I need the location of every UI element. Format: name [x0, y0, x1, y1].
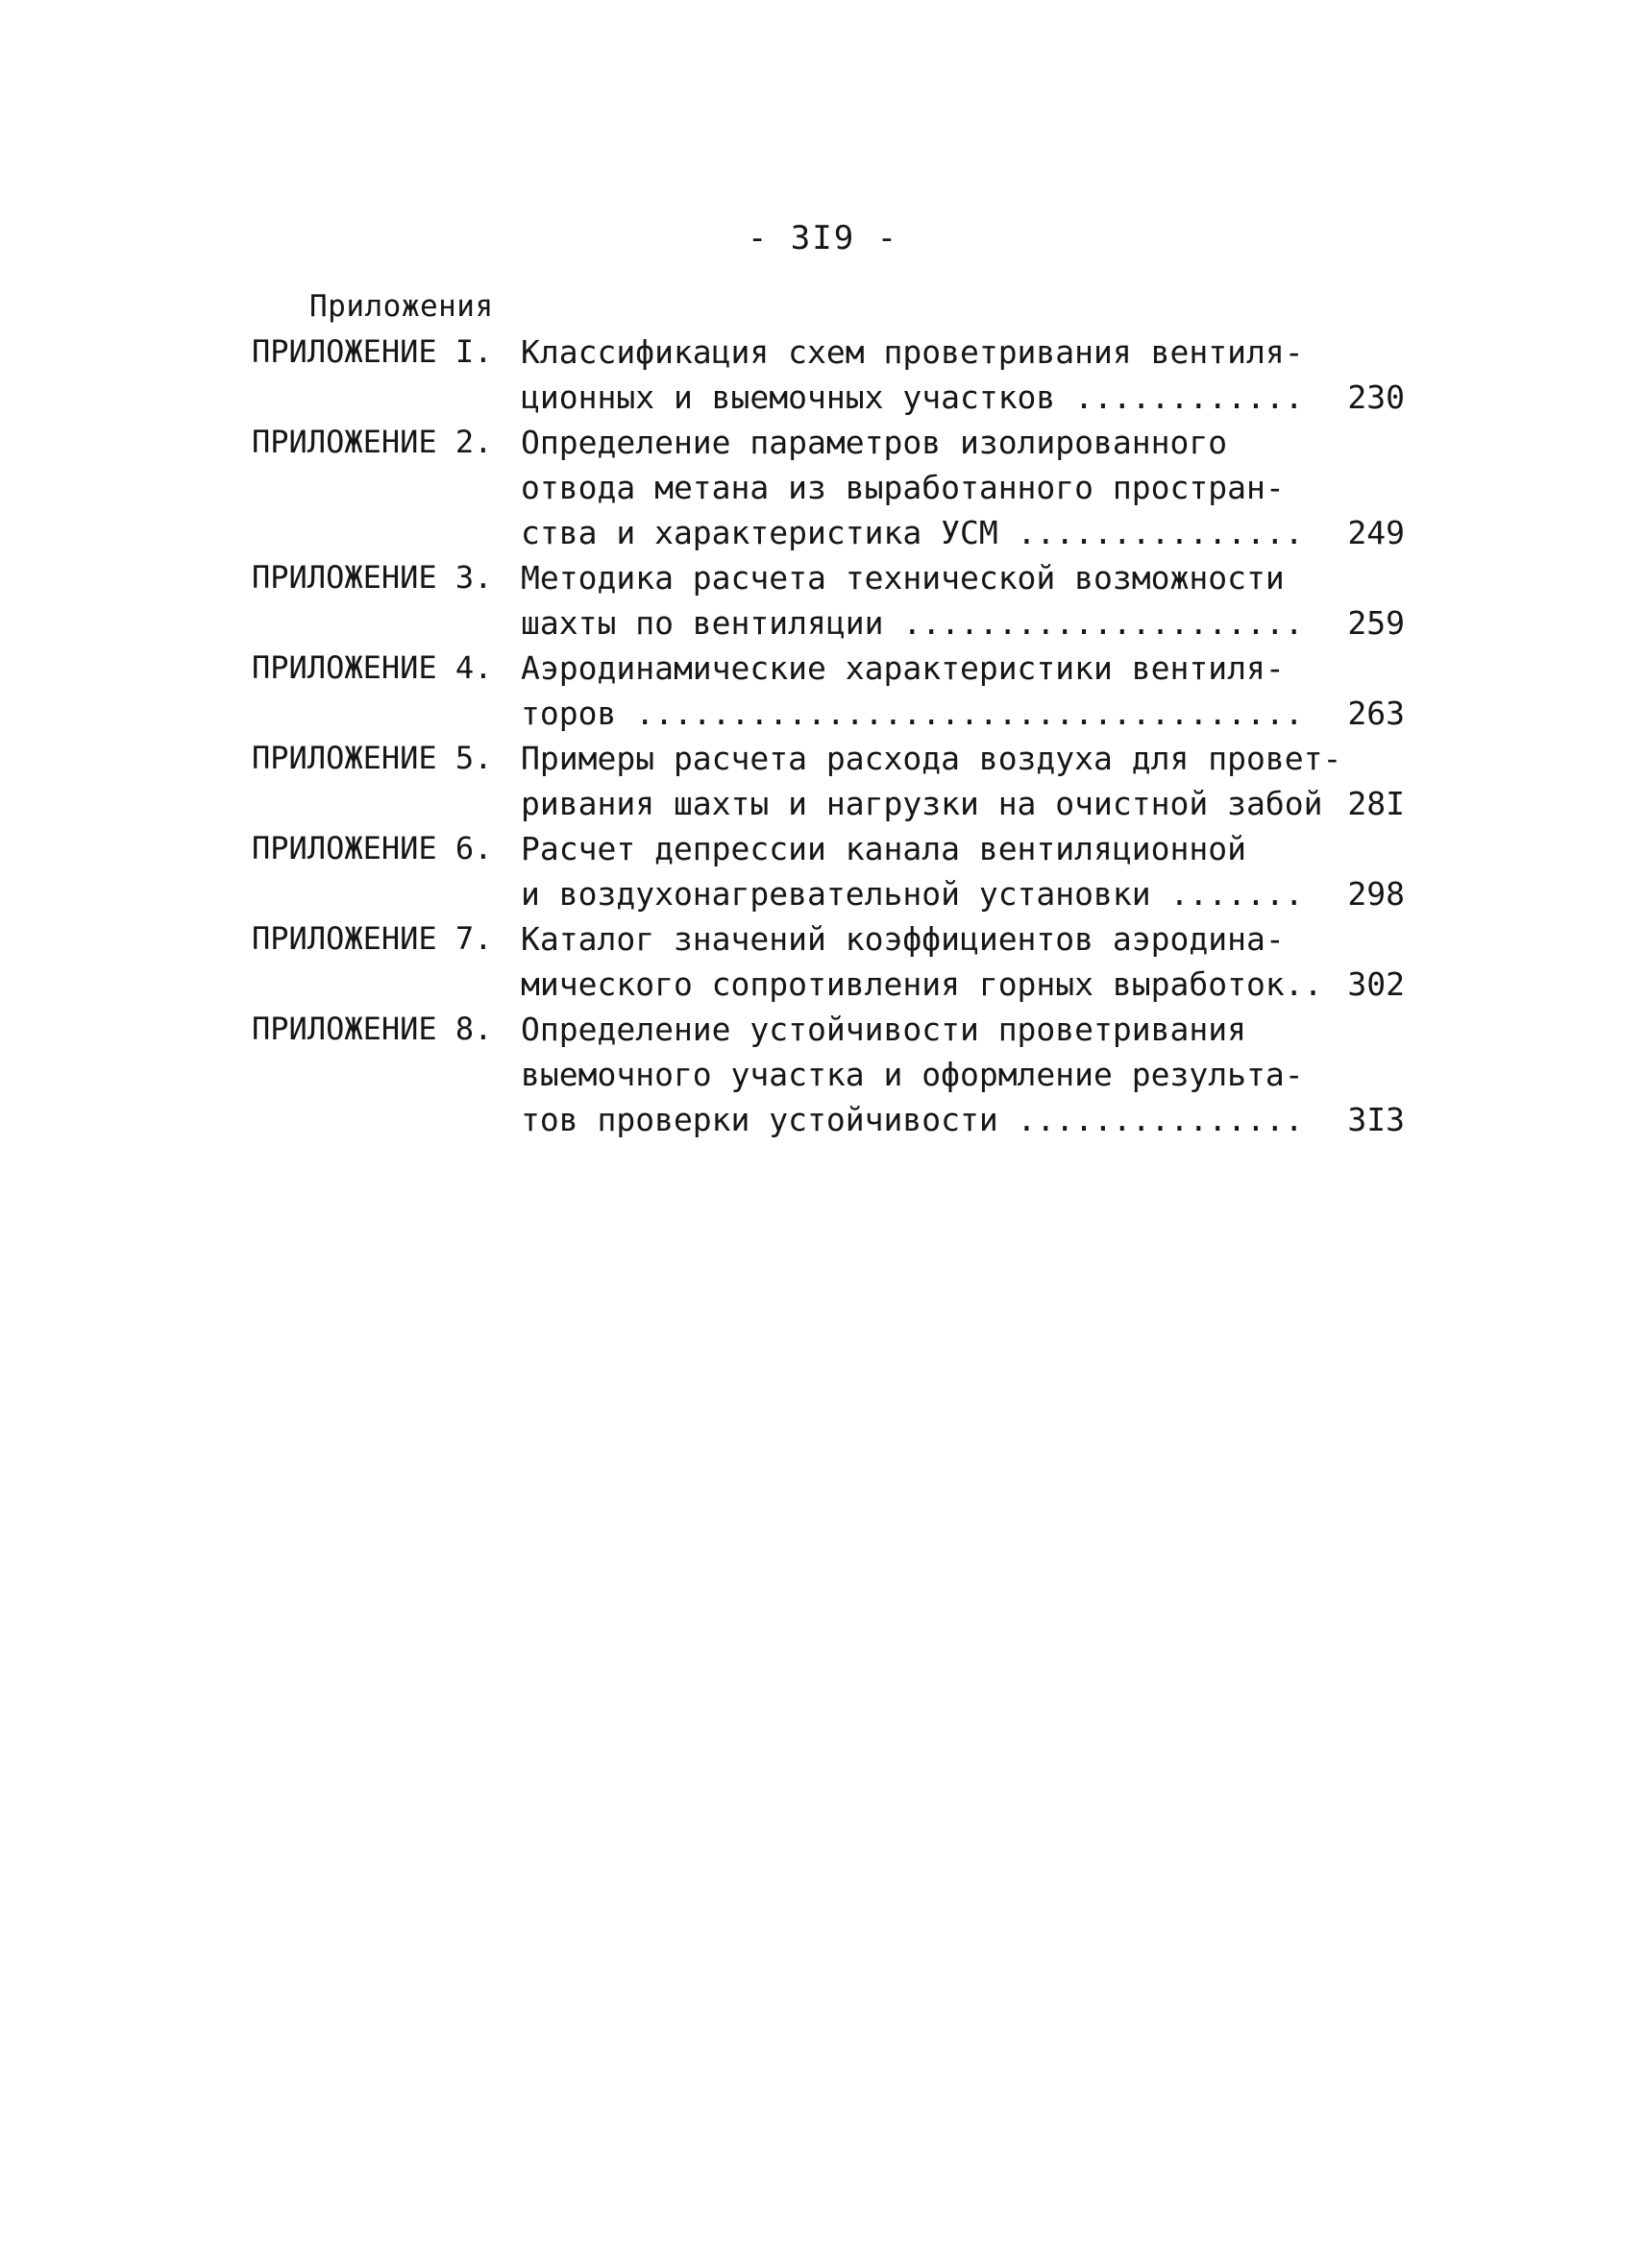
page-reference: 28I [1347, 785, 1405, 822]
toc-entry [252, 736, 1405, 826]
toc-entry [252, 646, 1405, 736]
appendix-title-line: торов ................................... [521, 695, 1304, 732]
appendix-label: ПРИЛОЖЕНИЕ 7. [252, 920, 493, 957]
toc-line [252, 736, 1405, 781]
toc-line [252, 600, 1405, 646]
appendix-title-line: и воздухонагревательной установки ....... [521, 875, 1304, 913]
page-reference: 3I3 [1347, 1101, 1405, 1138]
page-reference: 259 [1347, 604, 1405, 642]
appendix-title-line: Классификация схем проветривания вентиля- [521, 333, 1304, 371]
page-reference: 298 [1347, 875, 1405, 913]
appendix-title-line: ционных и выемочных участков ............ [521, 378, 1304, 416]
appendix-title-line: Примеры расчета расхода воздуха для провет- [521, 740, 1342, 777]
toc-line [252, 1097, 1405, 1142]
appendix-title-line: ривания шахты и нагрузки на очистной забой [521, 785, 1323, 822]
appendix-title-line: Расчет депрессии канала вентиляционной [521, 830, 1246, 867]
toc-line [252, 871, 1405, 916]
toc-line [252, 465, 1405, 510]
toc-line [252, 826, 1405, 871]
toc-line [252, 1007, 1405, 1052]
toc-entry [252, 555, 1405, 646]
toc-entry [252, 826, 1405, 916]
toc-line [252, 962, 1405, 1007]
toc-entry [252, 916, 1405, 1007]
appendix-title-line: Определение параметров изолированного [521, 424, 1228, 461]
appendix-label: ПРИЛОЖЕНИЕ 3. [252, 559, 493, 596]
appendix-title-line: выемочного участка и оформление результа- [521, 1056, 1304, 1093]
appendix-title-line: отвода метана из выработанного простран- [521, 469, 1285, 506]
page-reference: 263 [1347, 695, 1405, 732]
appendix-label: ПРИЛОЖЕНИЕ I. [252, 333, 493, 370]
appendix-title-line: Аэродинамические характеристики вентиля- [521, 649, 1285, 687]
appendix-title-line: Каталог значений коэффициентов аэродина- [521, 920, 1285, 958]
table-of-contents [252, 329, 1405, 1142]
toc-line [252, 1052, 1405, 1097]
page-reference: 230 [1347, 378, 1405, 416]
toc-line [252, 375, 1405, 420]
toc-entry [252, 420, 1405, 555]
page-reference: 302 [1347, 965, 1405, 1003]
toc-line [252, 646, 1405, 691]
appendix-label: ПРИЛОЖЕНИЕ 4. [252, 649, 493, 686]
appendix-title-line: тов проверки устойчивости ............... [521, 1101, 1304, 1138]
toc-entry [252, 329, 1405, 420]
toc-line [252, 329, 1405, 375]
toc-line [252, 555, 1405, 600]
appendix-label: ПРИЛОЖЕНИЕ 2. [252, 424, 493, 460]
toc-line [252, 781, 1405, 826]
appendix-label: ПРИЛОЖЕНИЕ 5. [252, 740, 493, 776]
appendix-label: ПРИЛОЖЕНИЕ 8. [252, 1011, 493, 1047]
page-reference: 249 [1347, 514, 1405, 551]
toc-line [252, 420, 1405, 465]
appendix-title-line: шахты по вентиляции ..................... [521, 604, 1304, 642]
toc-line [252, 916, 1405, 962]
appendix-label: ПРИЛОЖЕНИЕ 6. [252, 830, 493, 866]
page-number: - 3I9 - [747, 219, 899, 257]
toc-entry [252, 1007, 1405, 1142]
appendix-title-line: Определение устойчивости проветривания [521, 1011, 1246, 1048]
appendix-title-line: Методика расчета технической возможности [521, 559, 1285, 597]
appendix-title-line: мического сопротивления горных выработок.. [521, 965, 1323, 1003]
appendix-title-line: ства и характеристика УСМ ............... [521, 514, 1304, 551]
toc-line [252, 510, 1405, 555]
toc-line [252, 691, 1405, 736]
section-heading: Приложения [309, 289, 494, 324]
